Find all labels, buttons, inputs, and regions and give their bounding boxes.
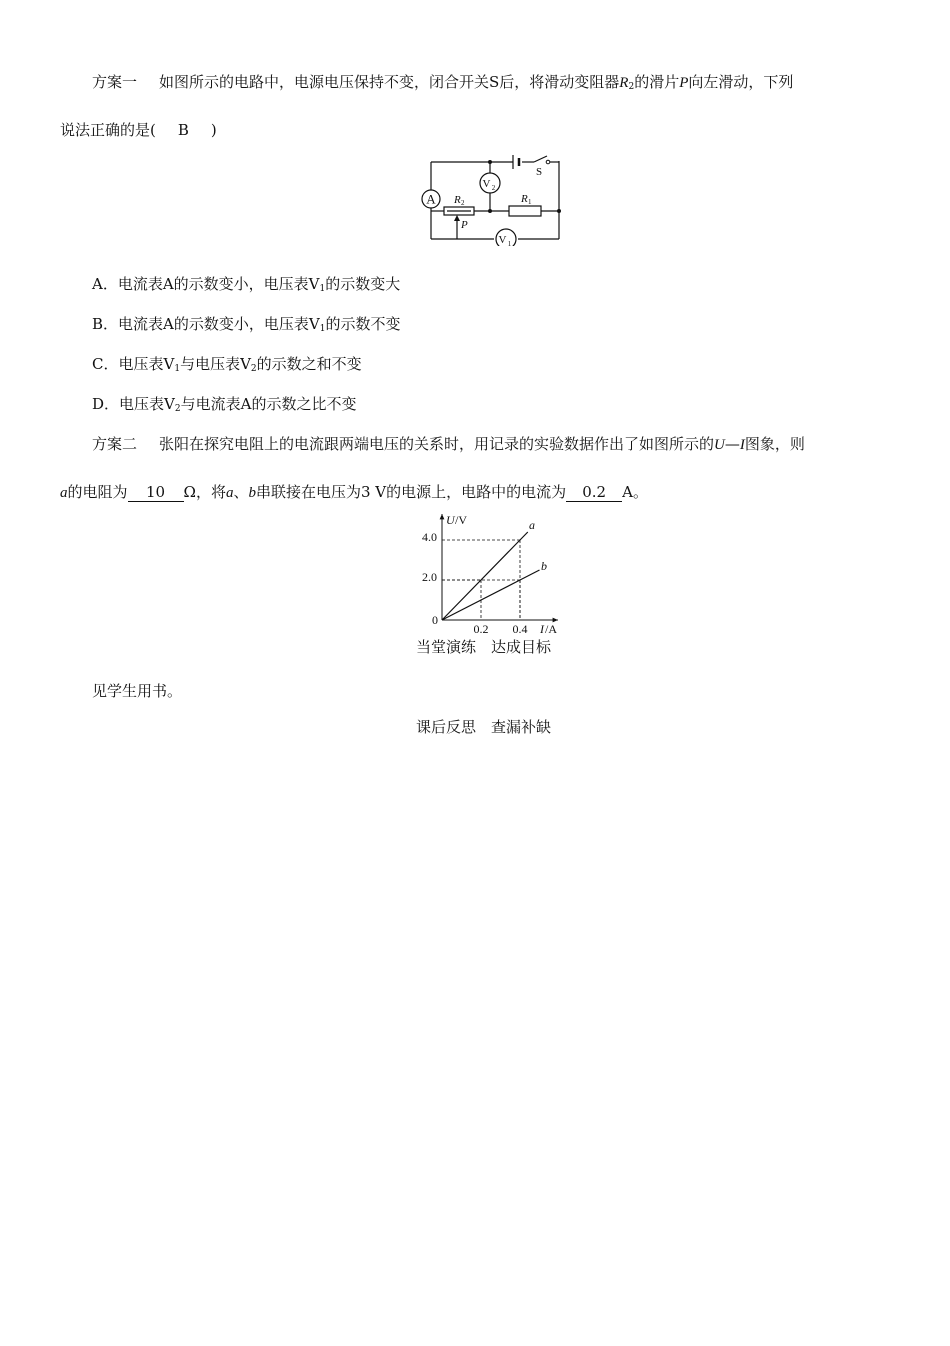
series-line-b [442, 570, 540, 620]
answer-blank-resistance: 10 [128, 483, 184, 502]
q2-var-a: a [60, 485, 68, 501]
option-letter: A． [92, 275, 118, 293]
slider-arrowhead [454, 215, 460, 221]
q2-stem-part4: Ω，将 [183, 483, 226, 501]
q2-var-b: b [248, 485, 256, 501]
v1-label: V [498, 234, 507, 246]
circuit-diagram [418, 150, 574, 246]
y-tick-label: 4.0 [422, 530, 437, 544]
ammeter-label: A [426, 191, 436, 207]
origin-label: 0 [432, 613, 438, 627]
x-tick-label: 0.4 [512, 622, 528, 636]
option-text: 电流表A的示数变小，电压表V [118, 315, 320, 333]
q2-stem-line1 [92, 434, 805, 455]
y-axis-var: U [446, 513, 455, 527]
option-sub: 1 [319, 324, 326, 334]
series-label-a: a [529, 518, 535, 532]
q2-sep: 、 [233, 483, 249, 501]
q2-var-a2: a [225, 485, 234, 501]
q1-option-a [92, 274, 400, 299]
section-title-practice: 当堂演练 达成目标 [416, 638, 552, 656]
q1-var-p: P [679, 75, 689, 91]
option-text: 电压表V [119, 395, 175, 413]
q1-stem-line1 [92, 72, 793, 97]
q1-stem-part1: 如图所示的电路中，电源电压保持不变，闭合开关S后，将滑动变阻器 [159, 73, 620, 91]
option-sub: 1 [174, 364, 181, 374]
note-see-student-book: 见学生用书。 [92, 682, 183, 700]
q2-stem-part2: 图象，则 [744, 435, 805, 453]
q1-option-c [92, 354, 362, 379]
q1-var-r: R [619, 75, 629, 91]
option-text: 的示数不变 [325, 315, 401, 333]
q1-stem-part2: 的滑片 [634, 73, 680, 91]
section-title-reflection: 课后反思 查漏补缺 [416, 718, 552, 736]
q1-label: 方案一 [92, 73, 138, 91]
q1-stem-line2 [60, 120, 217, 140]
q2-dash: — [724, 435, 740, 453]
option-sub: 1 [319, 284, 326, 294]
q2-stem-part6: A。 [622, 483, 648, 501]
option-letter: C． [92, 355, 119, 373]
option-letter: B． [92, 315, 119, 333]
q1-stem-part3: 向左滑动，下列 [688, 73, 794, 91]
r1-sub: 1 [528, 198, 532, 206]
option-text: 电压表V [118, 355, 175, 373]
y-tick-label: 2.0 [422, 570, 437, 584]
q2-var-i: I [739, 437, 745, 453]
q2-stem-part1: 张阳在探究电阻上的电流跟两端电压的关系时，用记录的实验数据作出了如图所示的 [159, 435, 715, 453]
r2-sub: 2 [461, 199, 465, 207]
q2-stem-line2 [60, 482, 648, 503]
q2-label: 方案二 [92, 435, 138, 453]
q1-option-d [92, 394, 356, 419]
switch-label: S [536, 166, 543, 178]
option-text: 与电流表A的示数之比不变 [180, 395, 357, 413]
option-text: 的示数之和不变 [256, 355, 362, 373]
q1-stem-suffix: ) [210, 121, 217, 139]
x-axis-var: I [540, 622, 544, 636]
answer-blank-current: 0.2 [566, 483, 622, 502]
v2-sub: 2 [491, 184, 496, 192]
q2-var-u: U [714, 437, 725, 453]
slider-label: P [461, 219, 468, 231]
q1-stem-prefix: 说法正确的是( [60, 121, 156, 139]
r1-label: R [521, 193, 528, 205]
option-sub: 2 [250, 364, 257, 374]
option-text: 与电压表V [180, 355, 251, 373]
series-label-b: b [541, 559, 547, 573]
option-text: 电流表A的示数变小，电压表V [117, 275, 320, 293]
x-tick-label: 0.2 [473, 622, 489, 636]
v1-sub: 1 [507, 240, 512, 246]
switch-terminal [546, 160, 550, 164]
q2-stem-part5: 串联接在电压为3 V的电源上，电路中的电流为 [255, 483, 567, 501]
q1-var-r-sub: 2 [628, 82, 635, 92]
y-axis-unit: /V [455, 513, 467, 527]
option-text: 的示数变大 [325, 275, 401, 293]
v2-label: V [482, 178, 491, 190]
option-letter: D． [92, 395, 120, 413]
q1-answer: B [177, 121, 189, 139]
q1-option-b [92, 314, 400, 339]
r2-label: R [454, 194, 461, 206]
series-line-a [442, 532, 528, 620]
q2-stem-part3: 的电阻为 [67, 483, 128, 501]
x-axis-unit: /A [545, 622, 557, 636]
u-i-chart [410, 508, 570, 636]
option-sub: 2 [174, 404, 181, 414]
